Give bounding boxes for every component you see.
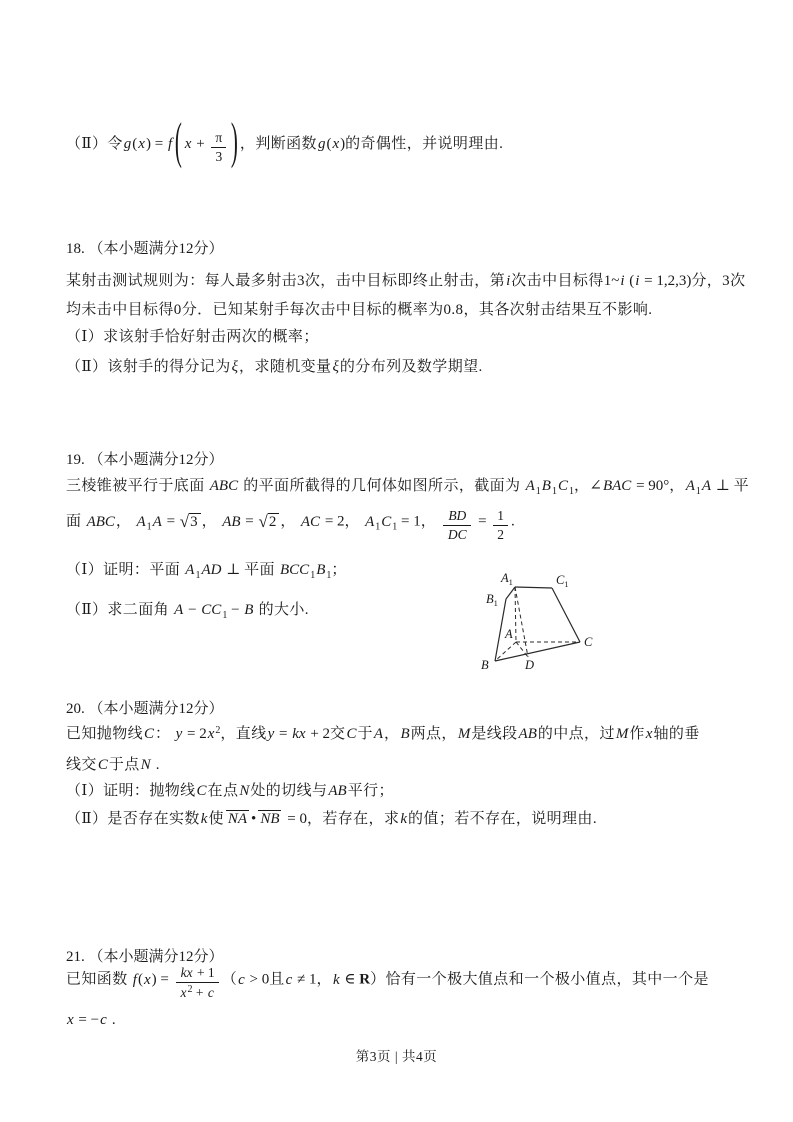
radical bbox=[180, 510, 201, 535]
text-run: 的平面所截得的几何体如图所示，截面为 bbox=[239, 478, 525, 494]
text-run: 三棱锥被平行于底面 bbox=[66, 478, 209, 494]
text-run: 的分布列及数学期望. bbox=[339, 359, 483, 375]
text-run: 线交 bbox=[66, 757, 97, 773]
text-run: 是线段 bbox=[471, 726, 518, 742]
text-run: . bbox=[511, 513, 516, 530]
fraction-denominator bbox=[493, 526, 508, 543]
radicand: 3 bbox=[189, 513, 201, 530]
math-run: f bbox=[167, 136, 173, 152]
math-run: C bbox=[381, 513, 392, 530]
math-run: i bbox=[506, 273, 511, 289]
radical-sign-icon: √ bbox=[258, 511, 268, 531]
text-run: = bbox=[474, 513, 491, 530]
fraction-denominator bbox=[211, 148, 226, 165]
math-run: c bbox=[238, 971, 245, 988]
p19-line-4 bbox=[66, 600, 309, 624]
text-run: 某射击测试规则为：每人最多射击3次，击中目标即终止射击，第 bbox=[66, 273, 506, 289]
p18-line-1 bbox=[66, 271, 745, 293]
math-run: k bbox=[400, 811, 408, 827]
text-run: 1 bbox=[695, 486, 701, 497]
text-run: ( bbox=[326, 136, 332, 152]
p18-line-3 bbox=[66, 327, 319, 349]
math-run: B bbox=[400, 726, 410, 742]
math-run: x bbox=[67, 1012, 74, 1028]
math-run: A bbox=[701, 478, 712, 494]
text-run: 1 bbox=[222, 610, 228, 621]
math-run: c bbox=[285, 971, 293, 988]
text-run: 面 bbox=[66, 513, 86, 530]
p18-line-4 bbox=[66, 357, 483, 379]
math-run: AB bbox=[518, 726, 537, 742]
math-run: x bbox=[207, 726, 215, 742]
text-run: ， bbox=[115, 513, 136, 530]
text-run: = bbox=[162, 513, 179, 530]
text-run: （Ⅰ）求该射手恰好射击两次的概率； bbox=[66, 329, 319, 345]
math-run: f bbox=[132, 971, 137, 988]
text-run: 1 bbox=[310, 570, 316, 581]
text-run: ， bbox=[280, 513, 300, 530]
fraction-denominator bbox=[443, 526, 471, 543]
math-run: AB bbox=[222, 513, 241, 530]
p20-line-2 bbox=[66, 755, 160, 777]
text-run: 于点 bbox=[108, 757, 140, 773]
figure-label-C1: $C_1$ bbox=[556, 573, 569, 589]
text-run: ) = bbox=[145, 136, 167, 152]
text-run: π bbox=[215, 130, 223, 146]
text-run: 的奇偶性，并说明理由. bbox=[345, 136, 504, 152]
text-run: 1 bbox=[146, 521, 152, 533]
text-run: • bbox=[251, 811, 257, 827]
text-run: ， bbox=[420, 513, 441, 530]
text-run: ， bbox=[669, 478, 685, 494]
text-run: = 2 bbox=[183, 726, 207, 742]
text-run: （Ⅱ）令 bbox=[66, 136, 123, 152]
p20-line-1 bbox=[66, 724, 700, 746]
math-run: M bbox=[615, 726, 629, 742]
math-run: C bbox=[557, 478, 568, 494]
text-run: ) = bbox=[151, 971, 173, 988]
math-run: BAC bbox=[602, 478, 632, 494]
text-run: = 0 bbox=[283, 811, 307, 827]
math-run: ABC bbox=[86, 513, 115, 530]
text-run: > 0 bbox=[245, 971, 270, 988]
text-run: ， bbox=[316, 971, 332, 988]
math-run: B bbox=[316, 562, 326, 578]
math-run: CC bbox=[201, 602, 222, 618]
math-run: A bbox=[365, 513, 375, 530]
text-run: 1 bbox=[392, 521, 398, 533]
text-run: 的大小. bbox=[254, 602, 309, 618]
math-run: AC bbox=[300, 513, 321, 530]
math-run: k bbox=[200, 811, 208, 827]
text-run: ⊥ bbox=[712, 478, 734, 494]
text-run: . bbox=[151, 757, 160, 773]
text-run: 2 bbox=[497, 526, 505, 542]
fraction-numerator bbox=[176, 965, 219, 983]
math-run: k bbox=[332, 971, 340, 988]
p18-line-2 bbox=[66, 300, 652, 322]
text-run: + bbox=[192, 136, 209, 152]
math-run: y bbox=[267, 726, 275, 742]
text-run: ( bbox=[132, 136, 138, 152]
text-run: = − bbox=[74, 1012, 100, 1028]
math-run: A bbox=[525, 478, 535, 494]
vector-run: NB bbox=[260, 811, 280, 827]
math-run: C bbox=[346, 726, 357, 742]
p20-line-3 bbox=[66, 781, 394, 803]
text-run: = 1,2,3) bbox=[640, 273, 692, 289]
text-run: + 2 bbox=[306, 726, 331, 742]
text-run: 1 bbox=[326, 570, 332, 581]
text-run: 1 bbox=[195, 570, 201, 581]
text-run: 1 bbox=[497, 508, 505, 523]
text-run: 使 bbox=[208, 811, 224, 827]
fraction-numerator bbox=[493, 508, 508, 526]
text-run: 已知函数 bbox=[66, 971, 132, 988]
figure-solid-edges bbox=[495, 587, 580, 661]
p19-line-1 bbox=[66, 476, 749, 500]
math-run: x bbox=[184, 136, 192, 152]
text-run: . bbox=[107, 1012, 117, 1028]
fraction-numerator bbox=[443, 508, 471, 526]
vector-run: NA bbox=[227, 811, 248, 827]
math-run: A bbox=[152, 513, 162, 530]
math-run: kx bbox=[292, 726, 306, 742]
math-run: i bbox=[620, 273, 625, 289]
text-run: 的中点，过 bbox=[537, 726, 615, 742]
math-run: i bbox=[635, 273, 640, 289]
math-run: A bbox=[136, 513, 146, 530]
math-run: A bbox=[174, 602, 184, 618]
fraction bbox=[211, 130, 226, 164]
figure-label-D: D bbox=[525, 658, 535, 672]
fraction-numerator bbox=[211, 130, 226, 148]
p21-line-2 bbox=[66, 1010, 116, 1032]
math-run: A bbox=[185, 562, 195, 578]
math-run: ξ bbox=[332, 359, 339, 375]
text-run: ； bbox=[331, 562, 347, 578]
radical-sign-icon: √ bbox=[179, 511, 190, 531]
text-run: （Ⅱ）是否存在实数 bbox=[66, 811, 200, 827]
math-run: A bbox=[373, 726, 384, 742]
text-run: 1~ bbox=[603, 273, 620, 289]
frustum-figure bbox=[472, 565, 604, 673]
fraction-denominator bbox=[176, 983, 219, 1001]
math-run: y bbox=[175, 726, 183, 742]
math-run: c bbox=[207, 984, 214, 1000]
text-run: 的值；若不存在，说明理由. bbox=[408, 811, 597, 827]
math-run: C bbox=[144, 726, 155, 742]
text-run: 作 bbox=[629, 726, 645, 742]
text-run: 3 bbox=[215, 148, 223, 164]
math-run: x bbox=[180, 984, 187, 1000]
text-run: （Ⅰ）证明：平面 bbox=[66, 562, 185, 578]
text-run: ，直线 bbox=[220, 726, 267, 742]
text-run: ∠ bbox=[589, 478, 602, 494]
text-run: ，判断函数 bbox=[239, 136, 317, 152]
text-run: 平 bbox=[733, 478, 750, 494]
p20-header: 20. （本小题满分12分） bbox=[66, 701, 224, 717]
text-run: 交 bbox=[330, 726, 346, 742]
p18-header: 18. （本小题满分12分） bbox=[66, 241, 224, 257]
figure-dashed-edges bbox=[495, 587, 580, 661]
text-run: ( bbox=[174, 114, 182, 171]
text-run: = 2 bbox=[321, 513, 345, 530]
figure-label-B1: $B_1$ bbox=[486, 592, 498, 608]
text-run: + bbox=[192, 984, 207, 1000]
math-run: g bbox=[123, 136, 132, 152]
text-run: 在点 bbox=[207, 783, 239, 799]
math-run: x bbox=[138, 136, 145, 152]
text-run: ， bbox=[384, 726, 400, 742]
p17-part2-line bbox=[66, 114, 504, 171]
p20-line-4 bbox=[66, 809, 597, 831]
text-run: ， bbox=[344, 513, 365, 530]
figure-label-A: A bbox=[505, 627, 513, 641]
text-run: ： bbox=[155, 726, 175, 742]
math-run: M bbox=[457, 726, 471, 742]
math-run: g bbox=[317, 136, 326, 152]
text-run: = bbox=[241, 513, 258, 530]
text-run: 已知抛物线 bbox=[66, 726, 144, 742]
p19-line-2 bbox=[66, 508, 515, 542]
radicand: 2 bbox=[268, 513, 280, 530]
math-run: C bbox=[196, 783, 207, 799]
text-run: ， bbox=[573, 478, 590, 494]
page-footer: 第3页 | 共4页 bbox=[355, 1049, 438, 1064]
text-run: + 1 bbox=[193, 965, 215, 980]
text-run: 处的切线与 bbox=[250, 783, 328, 799]
text-run: （Ⅱ）该射手的得分记为 bbox=[66, 359, 231, 375]
text-run: ( bbox=[137, 971, 143, 988]
text-run: R bbox=[359, 971, 371, 988]
text-run: 且 bbox=[269, 971, 285, 988]
text-run: ， bbox=[201, 513, 222, 530]
math-run: A bbox=[685, 478, 695, 494]
math-run: B bbox=[244, 602, 254, 618]
text-run: 次击中目标得 bbox=[511, 273, 604, 289]
text-run: 1 bbox=[375, 521, 381, 533]
text-run: ) bbox=[340, 136, 346, 152]
math-run: BD bbox=[448, 508, 467, 523]
math-run: kx bbox=[180, 965, 193, 980]
text-run: = 90° bbox=[632, 478, 670, 494]
text-run: ( bbox=[625, 273, 635, 289]
text-run: 1 bbox=[551, 486, 557, 497]
text-run: ) bbox=[231, 114, 239, 171]
text-run: ，求随机变量 bbox=[239, 359, 332, 375]
math-run: c bbox=[100, 1012, 107, 1028]
math-run: x bbox=[645, 726, 653, 742]
math-run: AD bbox=[201, 562, 222, 578]
text-run: ，若存在，求 bbox=[306, 811, 400, 827]
text-run: （ bbox=[221, 971, 238, 988]
text-run: 分，3次 bbox=[691, 273, 746, 289]
text-run: 两点， bbox=[410, 726, 457, 742]
text-run: = bbox=[275, 726, 292, 742]
math-run: AB bbox=[328, 783, 347, 799]
math-run: ABC bbox=[209, 478, 239, 494]
p19-line-3 bbox=[66, 560, 347, 584]
text-run: 轴的垂 bbox=[653, 726, 700, 742]
text-run: 平面 bbox=[244, 562, 280, 578]
math-run: B bbox=[541, 478, 551, 494]
text-run: 2 bbox=[215, 725, 221, 736]
fraction bbox=[493, 508, 508, 542]
math-run: N bbox=[239, 783, 250, 799]
math-run: x bbox=[143, 971, 151, 988]
math-run: ξ bbox=[231, 359, 239, 375]
text-run: 1 bbox=[535, 486, 541, 497]
figure-label-A1: $A_1$ bbox=[501, 571, 513, 587]
text-run: ⊥ bbox=[222, 562, 245, 578]
text-run: = 1 bbox=[397, 513, 421, 530]
text-run: − bbox=[227, 602, 244, 618]
math-run: x bbox=[332, 136, 340, 152]
text-run: ）恰有一个极大值点和一个极小值点，其中一个是 bbox=[370, 971, 709, 988]
radical bbox=[258, 510, 279, 535]
p21-header: 21. （本小题满分12分） bbox=[66, 949, 224, 965]
math-run: BCC bbox=[280, 562, 310, 578]
text-run: 2 bbox=[187, 983, 193, 995]
text-run: （Ⅰ）证明：抛物线 bbox=[66, 783, 196, 799]
text-run: 于 bbox=[357, 726, 373, 742]
text-run: ∈ bbox=[340, 971, 360, 988]
p19-header: 19. （本小题满分12分） bbox=[66, 452, 224, 468]
text-run: 均未击中目标得0分．已知某射手每次击中目标的概率为0.8，其各次射击结果互不影响. bbox=[66, 302, 653, 318]
math-run: DC bbox=[447, 526, 467, 542]
fraction bbox=[443, 508, 471, 542]
math-run: N bbox=[140, 757, 151, 773]
text-run: 1 bbox=[568, 486, 574, 497]
p21-line-1 bbox=[66, 965, 709, 1000]
fraction bbox=[176, 965, 219, 1000]
figure-label-C: C bbox=[584, 635, 593, 649]
text-run: ≠ 1 bbox=[293, 971, 317, 988]
math-run: C bbox=[97, 757, 108, 773]
text-run: （Ⅱ）求二面角 bbox=[66, 602, 174, 618]
text-run: − bbox=[184, 602, 201, 618]
text-run: 平行； bbox=[347, 783, 394, 799]
figure-label-B: B bbox=[481, 658, 489, 672]
